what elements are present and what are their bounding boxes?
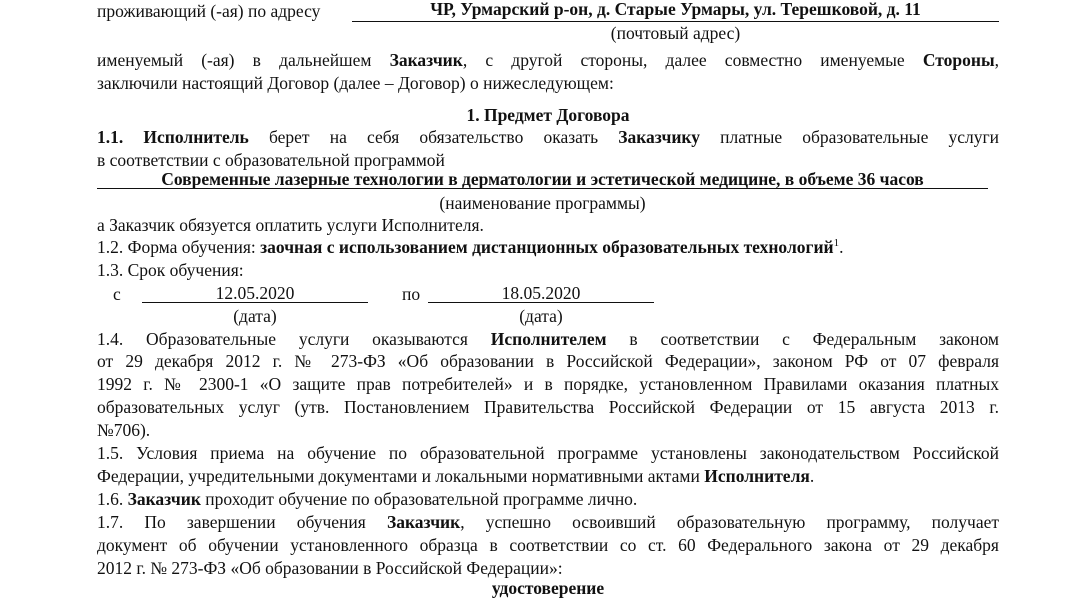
to-label: по bbox=[402, 284, 421, 304]
clause-1-2 bbox=[97, 236, 844, 259]
clause-customer: Заказчику bbox=[618, 127, 700, 147]
intro-text: , bbox=[994, 50, 999, 70]
footnote-mark: 1 bbox=[833, 237, 840, 250]
clause-1-1-line-1 bbox=[97, 126, 999, 149]
study-form: заочная с использованием дистанционных образовательных технологий bbox=[260, 237, 834, 257]
clause-text: , успешно освоивший образовательную программу, получает bbox=[460, 512, 1000, 532]
clause-1-3-label: 1.3. Срок обучения: bbox=[97, 260, 244, 280]
clause-executor: Исполнителя bbox=[704, 466, 810, 486]
clause-1-1-line-2: в соответствии с образовательной программой bbox=[97, 150, 445, 170]
intro-line-1 bbox=[97, 49, 999, 72]
clause-executor: Исполнителем bbox=[490, 329, 607, 349]
clause-text: берет на себя обязательство оказать bbox=[248, 127, 619, 147]
clause-customer: Заказчик bbox=[127, 489, 201, 509]
clause-1-5-line-2 bbox=[97, 465, 814, 488]
document-type: удостоверение bbox=[491, 578, 605, 598]
clause-text: 1.6. bbox=[97, 489, 128, 509]
clause-1-7-line-2: документ об обучении установленного образца в соответствии со ст. 60 Федерального закона от 29 декабря bbox=[97, 535, 999, 555]
clause-text: . bbox=[839, 237, 844, 257]
clause-text: 1.7. По завершении обучения bbox=[97, 512, 387, 532]
clause-text: платные образовательные услуги bbox=[700, 127, 1000, 147]
clause-1-4-line-5: №706). bbox=[97, 420, 151, 440]
from-date-caption: (дата) bbox=[233, 306, 277, 326]
clause-text: Федерации, учредительными документами и локальными нормативными актами bbox=[97, 466, 705, 486]
clause-1-4-line-3: 1992 г. № 2300-1 «О защите прав потребителей» и в порядке, установленном Правилами оказания платных bbox=[97, 374, 999, 394]
intro-line-2: заключили настоящий Договор (далее – Договор) о нижеследующем: bbox=[97, 73, 614, 93]
clause-1-4-line-1 bbox=[97, 328, 999, 351]
clause-text: 1.4. Образовательные услуги оказываются bbox=[97, 329, 491, 349]
clause-1-4-line-2: от 29 декабря 2012 г. № 273-ФЗ «Об образовании в Российской Федерации», законом РФ от 07 февраля bbox=[97, 351, 999, 371]
clause-1-7-line-1 bbox=[97, 511, 999, 534]
clause-customer: Заказчик bbox=[386, 512, 461, 532]
from-date: 12.05.2020 bbox=[215, 283, 295, 303]
address-prefix: проживающий (-ая) по адресу bbox=[97, 1, 321, 21]
clause-number: 1.1. bbox=[97, 127, 124, 147]
clause-text: . bbox=[809, 466, 815, 486]
clause-1-4-line-4: образовательных услуг (утв. Постановлением Правительства Российской Федерации от 15 августа 2013 г. bbox=[97, 397, 999, 417]
to-date: 18.05.2020 bbox=[501, 283, 581, 303]
clause-text: проходит обучение по образовательной программе лично. bbox=[200, 489, 638, 509]
section-title: 1. Предмет Договора bbox=[466, 105, 630, 125]
intro-parties: Стороны bbox=[922, 50, 995, 70]
clause-1-1-line-3: а Заказчик обязуется оплатить услуги Исполнителя. bbox=[97, 215, 484, 235]
clause-text: в соответствии с Федеральным законом bbox=[606, 329, 999, 349]
clause-text: 1.2. Форма обучения: bbox=[97, 237, 261, 257]
address-value: ЧР, Урмарский р-он, д. Старые Урмары, ул. Терешковой, д. 11 bbox=[430, 0, 921, 19]
intro-text: , с другой стороны, далее совместно именуемые bbox=[462, 50, 923, 70]
clause-1-6 bbox=[97, 488, 637, 511]
clause-executor: Исполнитель bbox=[143, 127, 249, 147]
intro-text: именуемый (-ая) в дальнейшем bbox=[97, 50, 390, 70]
clause-1-7-line-3: 2012 г. № 273-ФЗ «Об образовании в Российской Федерации»: bbox=[97, 558, 563, 578]
program-name: Современные лазерные технологии в дерматологии и эстетической медицине, в объеме 36 часов bbox=[161, 169, 924, 189]
to-date-caption: (дата) bbox=[519, 306, 563, 326]
address-caption: (почтовый адрес) bbox=[610, 23, 741, 43]
from-label: с bbox=[113, 284, 121, 304]
intro-customer: Заказчик bbox=[389, 50, 463, 70]
program-caption: (наименование программы) bbox=[439, 193, 646, 213]
clause-1-5-line-1: 1.5. Условия приема на обучение по образовательной программе установлены законодательством Российской bbox=[97, 443, 999, 463]
